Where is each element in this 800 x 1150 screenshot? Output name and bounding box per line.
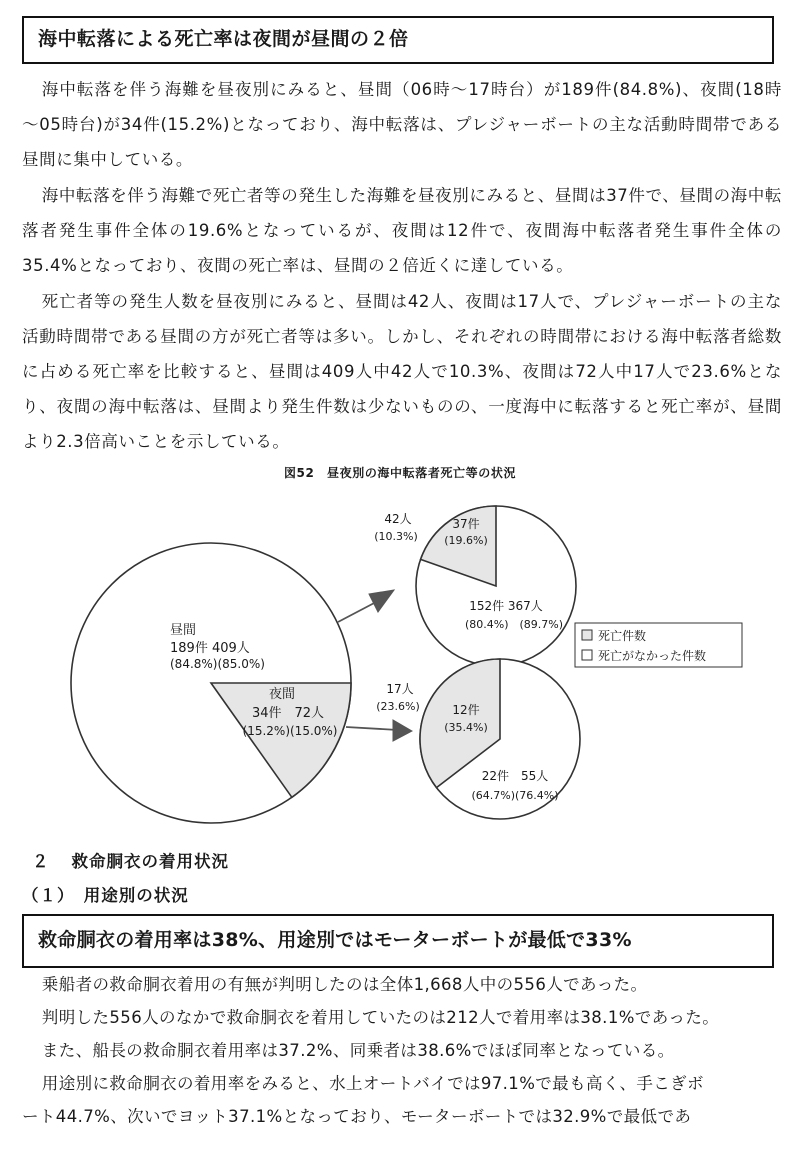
body-line: 判明した556人のなかで救命胴衣を着用していたのは212人で着用率は38.1%であった。 <box>41 1008 720 1027</box>
body-line: ート44.7%、次いでヨット37.1%となっており、モーターボートでは32.9%で最低であ <box>22 1107 692 1126</box>
body-line: また、船長の救命胴衣着用率は37.2%、同乗者は38.6%でほぼ同率となっている。 <box>41 1041 675 1060</box>
label-night-pct: (15.2%)(15.0%) <box>242 724 338 738</box>
day-nonfatal-count: 152件 367人 <box>469 599 543 613</box>
night-fatal-pct: (35.4%) <box>444 721 488 734</box>
night-nonfatal-pct: (64.7%)(76.4%) <box>471 789 559 802</box>
arrow-day-line <box>338 601 378 622</box>
section2-body <box>22 968 800 1133</box>
section1-headline: 海中転落による死亡率は夜間が昼間の２倍 <box>22 16 774 64</box>
section2-title: 救命胴衣の着用状況 <box>71 852 229 871</box>
day-persons-pct: (10.3%) <box>374 530 418 543</box>
section2-heading <box>32 848 229 872</box>
subsection-title: 用途別の状況 <box>83 886 189 905</box>
subsection-heading <box>22 882 189 906</box>
paragraph-1: 海中転落を伴う海難を昼夜別にみると、昼間（06時～17時台）が189件(84.8%)、夜間(18時～05時台)が34件(15.2%)となっており、海中転落は、プレジャーボートの主な活動時間帯である昼間に集中している。 <box>22 80 782 169</box>
day-fatal-count: 37件 <box>452 517 480 531</box>
arrow-night-head <box>393 720 412 741</box>
arrow-night-line <box>346 727 398 730</box>
subsection-number: （１） <box>22 886 67 905</box>
day-nonfatal-pct: (80.4%) (89.7%) <box>464 618 564 631</box>
section2-number: ２ <box>32 852 50 871</box>
night-nonfatal-count: 22件 55人 <box>481 769 549 783</box>
body-line: 用途別に救命胴衣の着用率をみると、水上オートバイでは97.1%で最も高く、手こぎボ <box>41 1074 704 1093</box>
figure-caption: 図52 昼夜別の海中転落者死亡等の状況 <box>283 466 517 480</box>
legend-label-nonfatal: 死亡がなかった件数 <box>598 649 707 663</box>
label-day: 昼間 <box>170 623 197 638</box>
arrow-day-head <box>369 590 394 612</box>
legend-swatch-fatal <box>582 630 592 640</box>
day-persons: 42人 <box>384 512 412 526</box>
label-day-count: 189件 409人 <box>170 641 250 656</box>
section2-headline: 救命胴衣の着用率は38%、用途別ではモーターボートが最低で33% <box>22 914 774 968</box>
label-night: 夜間 <box>268 687 296 702</box>
label-night-count: 34件 72人 <box>251 706 325 721</box>
legend-swatch-nonfatal <box>582 650 592 660</box>
label-day-pct: (84.8%)(85.0%) <box>170 657 265 671</box>
legend-label-fatal: 死亡件数 <box>598 629 647 643</box>
night-persons: 17人 <box>386 682 414 696</box>
paragraph-2: 海中転落を伴う海難で死亡者等の発生した海難を昼夜別にみると、昼間は37件で、昼間の海中転落者発生事件全体の19.6%となっているが、夜間は12件で、夜間海中転落者発生事件全体の35.4%となっており、夜間の死亡率は、昼間の２倍近くに達している。 <box>22 186 782 275</box>
night-fatal-count: 12件 <box>452 703 480 717</box>
night-persons-pct: (23.6%) <box>376 700 420 713</box>
body-line: 乗船者の救命胴衣着用の有無が判明したのは全体1,668人中の556人であった。 <box>41 975 648 994</box>
paragraph-3: 死亡者等の発生人数を昼夜別にみると、昼間は42人、夜間は17人で、プレジャーボートの主な活動時間帯である昼間の方が死亡者等は多い。しかし、それぞれの時間帯における海中転落者総数に占める死亡率を比較すると、昼間は409人中42人で10.3%、夜間は72人中17人で23.6%となり、夜間の海中転落は、昼間より発生件数は少ないものの、一度海中に転落すると死亡率が、昼間より2.3倍高いことを示している。 <box>22 292 782 451</box>
day-fatal-pct: (19.6%) <box>444 534 488 547</box>
